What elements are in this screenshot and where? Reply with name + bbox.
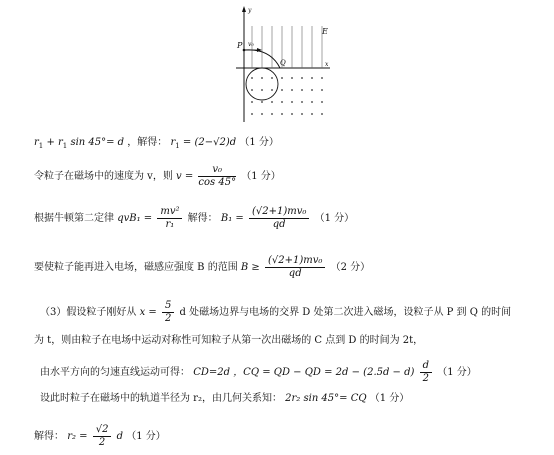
equation-line-3: 根据牛顿第二定律 qvB₁ = $\frac{\text{mv²}}{\text{r₁}}$ 解得： B₁ = $\frac{\text{(√2+1)mv₀}}{qd}$ （1 分） xyxy=(34,206,355,230)
field-diagram-svg xyxy=(222,4,332,124)
label-y: y xyxy=(248,7,252,14)
equation-line-8: 设此时粒子在磁场中的轨道半径为 r₂，由几何关系知： 2r₂ sin 45°= CQ （1 分） xyxy=(40,393,410,404)
label-x: x xyxy=(325,61,329,68)
equation-line-9: 解得： r₂ = $\frac{√2}{2}$ d （1 分） xyxy=(34,424,166,448)
label-v0: v₀ xyxy=(248,41,254,48)
equation-line-5: （3）假设粒子刚好从 x = $\frac{5}{2}$ d 处磁场边界与电场的交界 D 处第二次进入磁场，设粒子从 P 到 Q 的时间 xyxy=(40,300,512,324)
physics-diagram xyxy=(222,4,332,124)
equation-line-6: 为 t，则由粒子在电场中运动对称性可知粒子从第一次出磁场的 C 点到 D 的时间为 2t， xyxy=(34,335,424,346)
equation-line-2: 令粒子在磁场中的速度为 v，则 v = $\frac{\text{v₀}}{\cos 45^\circ}$ （1 分） xyxy=(34,164,281,188)
label-Q: Q xyxy=(280,59,286,67)
equation-line-1: $r_1 + r_1$ sin 45°= d ，解得： $r_1 = (2-√2)d$ （1 分） xyxy=(34,137,279,150)
equation-line-4: 要使粒子能再进入电场，磁感应强度 B 的范围 B ≥ $\frac{\text{(√2+1)mv₀}}{qd}$ （2 分） xyxy=(34,255,371,279)
label-P: P xyxy=(237,41,243,50)
label-E: E xyxy=(322,27,328,36)
equation-line-7: 由水平方向的匀速直线运动可得： CD=2d ，CQ = QD − QD = 2d − (2.5d − d) $\frac{d}{2}$ （1 分） xyxy=(40,360,477,384)
